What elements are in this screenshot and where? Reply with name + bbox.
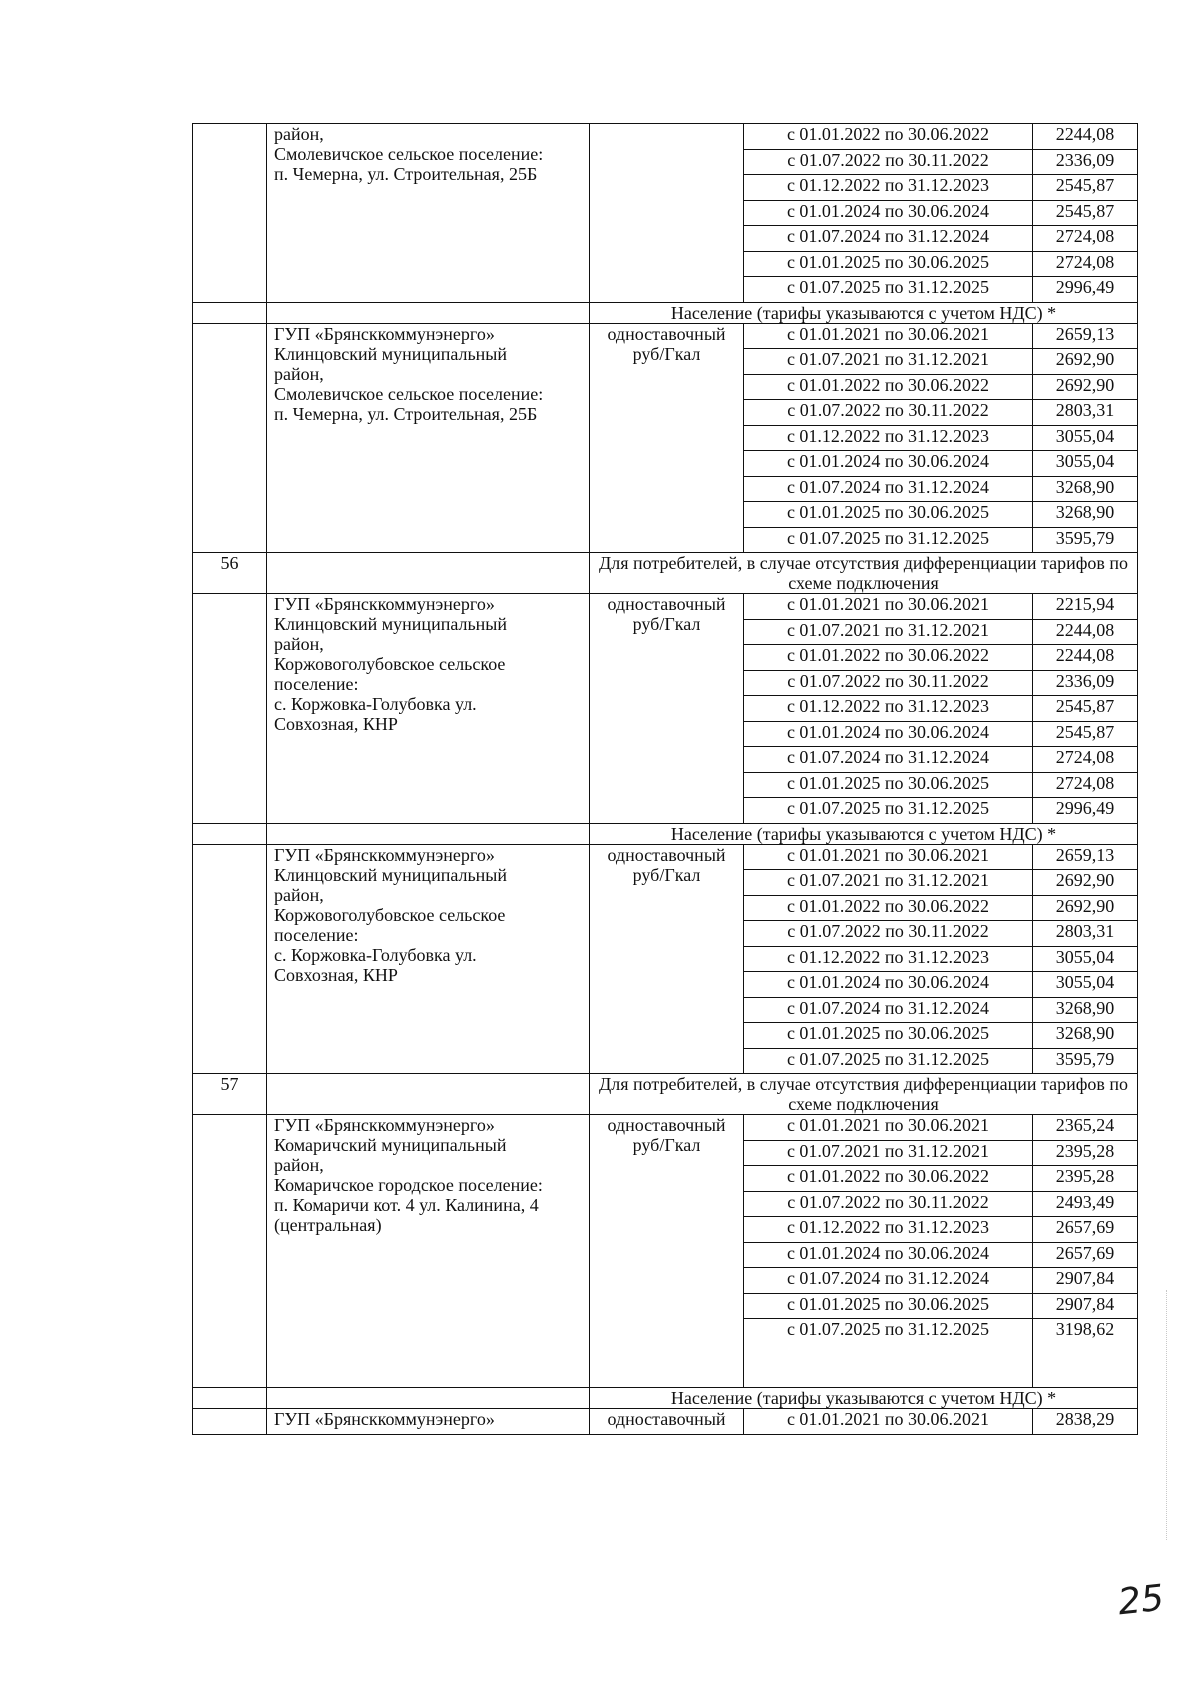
row-number: 57 — [193, 1074, 267, 1115]
period-cell: с 01.01.2025 по 30.06.2025 — [744, 772, 1033, 798]
organization-line: (центральная) — [274, 1215, 382, 1235]
tariff-value-cell: 2659,13 — [1033, 323, 1138, 349]
period-cell: с 01.12.2022 по 31.12.2023 — [744, 696, 1033, 722]
tariff-row — [193, 844, 1138, 870]
period-cell: с 01.07.2024 по 31.12.2024 — [744, 997, 1033, 1023]
period-cell: с 01.01.2021 по 30.06.2021 — [744, 1115, 1033, 1141]
period-cell: с 01.07.2025 по 31.12.2025 — [744, 1319, 1033, 1388]
section-row — [193, 302, 1138, 323]
tariff-value-cell: 2659,13 — [1033, 844, 1138, 870]
period-cell: с 01.07.2022 по 30.11.2022 — [744, 670, 1033, 696]
row-number-cell — [193, 1115, 267, 1388]
tariff-value-cell: 2838,29 — [1033, 1409, 1138, 1435]
tariff-row — [193, 124, 1138, 150]
tariff-value-cell: 2724,08 — [1033, 747, 1138, 773]
tariff-value-cell: 2724,08 — [1033, 251, 1138, 277]
group-heading: Для потребителей, в случае отсутствия дифференциации тарифов по схеме подключения — [590, 1074, 1138, 1115]
tariff-document — [192, 123, 1137, 1435]
indicator-cell: одноставочный руб/Гкал — [590, 1115, 744, 1388]
tariff-value-cell: 2724,08 — [1033, 226, 1138, 252]
period-cell: с 01.12.2022 по 31.12.2023 — [744, 175, 1033, 201]
tariff-value-cell: 2493,49 — [1033, 1191, 1138, 1217]
period-cell: с 01.07.2024 по 31.12.2024 — [744, 1268, 1033, 1294]
indicator-cell: одноставочный — [590, 1409, 744, 1435]
period-cell: с 01.07.2024 по 31.12.2024 — [744, 747, 1033, 773]
section-heading: Население (тарифы указываются с учетом НДС) * — [590, 1388, 1138, 1409]
empty-cell — [267, 1388, 590, 1409]
tariff-value-cell: 3268,90 — [1033, 502, 1138, 528]
indicator-cell: одноставочный руб/Гкал — [590, 323, 744, 553]
period-cell: с 01.07.2025 по 31.12.2025 — [744, 1048, 1033, 1074]
tariff-row — [193, 1115, 1138, 1141]
group-header-row — [193, 1074, 1138, 1115]
period-cell: с 01.12.2022 по 31.12.2023 — [744, 946, 1033, 972]
organization-line: Совхозная, КНР — [274, 714, 398, 734]
tariff-value-cell: 2365,24 — [1033, 1115, 1138, 1141]
period-cell: с 01.01.2025 по 30.06.2025 — [744, 1023, 1033, 1049]
empty-cell — [267, 553, 590, 594]
group-heading: Для потребителей, в случае отсутствия дифференциации тарифов по схеме подключения — [590, 553, 1138, 594]
tariff-row — [193, 1409, 1138, 1435]
tariff-value-cell: 2244,08 — [1033, 619, 1138, 645]
tariff-value-cell: 2545,87 — [1033, 696, 1138, 722]
tariff-value-cell: 2996,49 — [1033, 798, 1138, 824]
tariff-value-cell: 2244,08 — [1033, 645, 1138, 671]
tariff-value-cell: 3198,62 — [1033, 1319, 1138, 1388]
period-cell: с 01.07.2021 по 31.12.2021 — [744, 1140, 1033, 1166]
row-number: 56 — [193, 553, 267, 594]
row-number-cell — [193, 1388, 267, 1409]
tariff-value-cell: 3055,04 — [1033, 425, 1138, 451]
organization-line: с. Коржовка-Голубовка ул. — [274, 944, 477, 965]
period-cell: с 01.07.2022 по 30.11.2022 — [744, 1191, 1033, 1217]
tariff-value-cell: 2657,69 — [1033, 1242, 1138, 1268]
indicator-cell — [590, 124, 744, 303]
tariff-table — [192, 123, 1138, 1435]
period-cell: с 01.01.2024 по 30.06.2024 — [744, 721, 1033, 747]
organization-line: район, — [274, 884, 324, 905]
organization-line: п. Комаричи кот. 4 ул. Калинина, 4 — [274, 1195, 539, 1215]
organization-cell — [267, 124, 590, 303]
period-cell: с 01.01.2022 по 30.06.2022 — [744, 124, 1033, 150]
period-cell: с 01.07.2022 по 30.11.2022 — [744, 400, 1033, 426]
section-row — [193, 823, 1138, 844]
row-number-cell — [193, 844, 267, 1074]
empty-cell — [267, 1074, 590, 1115]
period-cell: с 01.01.2022 по 30.06.2022 — [744, 895, 1033, 921]
organization-line: Комаричское городское поселение: — [274, 1175, 543, 1195]
organization-line: Комаричский муниципальный — [274, 1135, 507, 1155]
organization-line: ГУП «Брянсккоммунэнерго» — [274, 594, 495, 614]
organization-line: поселение: — [274, 924, 359, 945]
tariff-value-cell: 2545,87 — [1033, 200, 1138, 226]
tariff-value-cell: 3055,04 — [1033, 972, 1138, 998]
scan-edge-mark — [1166, 1290, 1168, 1540]
tariff-value-cell: 2692,90 — [1033, 374, 1138, 400]
period-cell: с 01.07.2022 по 30.11.2022 — [744, 921, 1033, 947]
period-cell: с 01.01.2024 по 30.06.2024 — [744, 1242, 1033, 1268]
tariff-value-cell: 2692,90 — [1033, 349, 1138, 375]
period-cell: с 01.07.2024 по 31.12.2024 — [744, 226, 1033, 252]
indicator-cell: одноставочный руб/Гкал — [590, 594, 744, 824]
period-cell: с 01.07.2021 по 31.12.2021 — [744, 619, 1033, 645]
tariff-value-cell: 2724,08 — [1033, 772, 1138, 798]
row-number-cell — [193, 302, 267, 323]
period-cell: с 01.12.2022 по 31.12.2023 — [744, 425, 1033, 451]
period-cell: с 01.12.2022 по 31.12.2023 — [744, 1217, 1033, 1243]
organization-cell — [267, 594, 590, 824]
organization-line: поселение: — [274, 674, 359, 694]
section-heading: Население (тарифы указываются с учетом НДС) * — [590, 823, 1138, 844]
organization-cell — [267, 844, 590, 1074]
organization-line: Смолевичское сельское поселение: — [274, 144, 544, 164]
period-cell: с 01.01.2022 по 30.06.2022 — [744, 1166, 1033, 1192]
tariff-value-cell: 2692,90 — [1033, 870, 1138, 896]
period-cell: с 01.01.2024 по 30.06.2024 — [744, 451, 1033, 477]
tariff-value-cell: 2395,28 — [1033, 1140, 1138, 1166]
period-cell: с 01.07.2021 по 31.12.2021 — [744, 870, 1033, 896]
period-cell: с 01.01.2021 по 30.06.2021 — [744, 323, 1033, 349]
organization-line: ГУП «Брянсккоммунэнерго» — [274, 1115, 495, 1135]
organization-line: п. Чемерна, ул. Строительная, 25Б — [274, 164, 538, 184]
group-header-row — [193, 553, 1138, 594]
row-number-cell — [193, 823, 267, 844]
tariff-value-cell: 2657,69 — [1033, 1217, 1138, 1243]
organization-line: ГУП «Брянсккоммунэнерго» — [274, 844, 495, 865]
tariff-value-cell: 2545,87 — [1033, 175, 1138, 201]
tariff-value-cell: 3595,79 — [1033, 527, 1138, 553]
tariff-value-cell: 3055,04 — [1033, 451, 1138, 477]
organization-line: Клинцовский муниципальный — [274, 343, 508, 364]
period-cell: с 01.01.2021 по 30.06.2021 — [744, 594, 1033, 620]
organization-line: район, — [274, 363, 324, 384]
tariff-value-cell: 2336,09 — [1033, 670, 1138, 696]
organization-line: ГУП «Брянсккоммунэнерго» — [274, 323, 495, 344]
period-cell: с 01.07.2025 по 31.12.2025 — [744, 798, 1033, 824]
period-cell: с 01.01.2025 по 30.06.2025 — [744, 502, 1033, 528]
tariff-value-cell: 3595,79 — [1033, 1048, 1138, 1074]
tariff-value-cell: 3268,90 — [1033, 476, 1138, 502]
page-number: 25 — [1115, 1577, 1166, 1624]
empty-cell — [267, 302, 590, 323]
organization-cell — [267, 1115, 590, 1388]
row-number-cell — [193, 124, 267, 303]
section-row — [193, 1388, 1138, 1409]
empty-cell — [267, 823, 590, 844]
organization-cell — [267, 323, 590, 553]
row-number-cell — [193, 323, 267, 553]
organization-line: район, — [274, 634, 324, 654]
organization-line: Коржовоголубовское сельское — [274, 654, 506, 674]
tariff-value-cell: 2215,94 — [1033, 594, 1138, 620]
organization-line: с. Коржовка-Голубовка ул. — [274, 694, 477, 714]
organization-line: Коржовоголубовское сельское — [274, 904, 506, 925]
tariff-value-cell: 2692,90 — [1033, 895, 1138, 921]
organization-line: Смолевичское сельское поселение: — [274, 383, 544, 404]
organization-line: Клинцовский муниципальный — [274, 864, 508, 885]
tariff-value-cell: 3268,90 — [1033, 1023, 1138, 1049]
organization-cell: ГУП «Брянсккоммунэнерго» — [267, 1409, 590, 1435]
period-cell: с 01.07.2025 по 31.12.2025 — [744, 277, 1033, 303]
tariff-value-cell: 2907,84 — [1033, 1268, 1138, 1294]
period-cell: с 01.01.2022 по 30.06.2022 — [744, 645, 1033, 671]
period-cell: с 01.07.2025 по 31.12.2025 — [744, 527, 1033, 553]
tariff-value-cell: 2907,84 — [1033, 1293, 1138, 1319]
period-cell: с 01.01.2022 по 30.06.2022 — [744, 374, 1033, 400]
tariff-table-body — [193, 124, 1138, 1435]
tariff-row — [193, 323, 1138, 349]
organization-line: район, — [274, 124, 324, 144]
period-cell: с 01.01.2025 по 30.06.2025 — [744, 1293, 1033, 1319]
organization-line: п. Чемерна, ул. Строительная, 25Б — [274, 403, 538, 424]
tariff-value-cell: 2803,31 — [1033, 921, 1138, 947]
period-cell: с 01.07.2022 по 30.11.2022 — [744, 149, 1033, 175]
tariff-value-cell: 2545,87 — [1033, 721, 1138, 747]
section-heading: Население (тарифы указываются с учетом НДС) * — [590, 302, 1138, 323]
tariff-row — [193, 594, 1138, 620]
period-cell: с 01.07.2024 по 31.12.2024 — [744, 476, 1033, 502]
organization-line: район, — [274, 1155, 324, 1175]
tariff-value-cell: 2336,09 — [1033, 149, 1138, 175]
period-cell: с 01.07.2021 по 31.12.2021 — [744, 349, 1033, 375]
organization-line: Клинцовский муниципальный — [274, 614, 508, 634]
tariff-value-cell: 3268,90 — [1033, 997, 1138, 1023]
organization-line: Совхозная, КНР — [274, 964, 398, 985]
tariff-value-cell: 2395,28 — [1033, 1166, 1138, 1192]
tariff-value-cell: 3055,04 — [1033, 946, 1138, 972]
period-cell: с 01.01.2021 по 30.06.2021 — [744, 1409, 1033, 1435]
row-number-cell — [193, 594, 267, 824]
tariff-value-cell: 2244,08 — [1033, 124, 1138, 150]
period-cell: с 01.01.2021 по 30.06.2021 — [744, 844, 1033, 870]
row-number-cell — [193, 1409, 267, 1435]
period-cell: с 01.01.2024 по 30.06.2024 — [744, 200, 1033, 226]
indicator-cell: одноставочный руб/Гкал — [590, 844, 744, 1074]
period-cell: с 01.01.2025 по 30.06.2025 — [744, 251, 1033, 277]
period-cell: с 01.01.2024 по 30.06.2024 — [744, 972, 1033, 998]
tariff-value-cell: 2996,49 — [1033, 277, 1138, 303]
tariff-value-cell: 2803,31 — [1033, 400, 1138, 426]
